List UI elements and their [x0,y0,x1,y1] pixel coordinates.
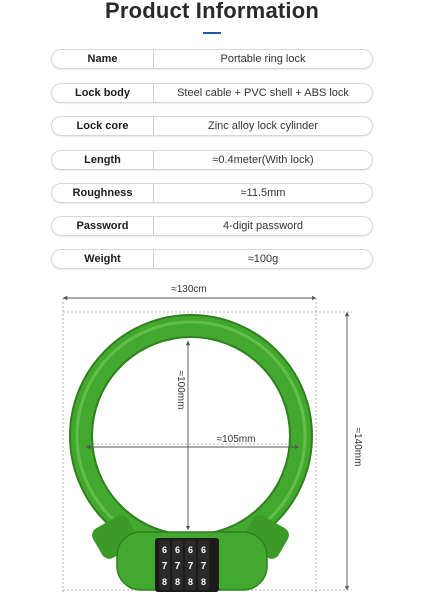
spec-row-length [51,150,373,170]
dial-digit: 7 [174,561,181,572]
dial-1 [159,540,170,590]
ring-lock-image [77,322,305,592]
dial-digit: 6 [200,545,207,555]
dial-3 [185,540,196,590]
dial-digit: 7 [161,561,168,572]
spec-label: Length [52,151,154,169]
spec-value: ≈0.4meter(With lock) [212,154,314,166]
page-title: Product Information [104,0,319,23]
dial-digit: 8 [161,577,168,587]
height-label: ≈140mm [352,427,363,467]
spec-value: Zinc alloy lock cylinder [207,120,319,132]
spec-row-name [51,49,373,69]
spec-value: 4-digit password [222,220,304,232]
spec-row-roughness [51,183,373,203]
dial-digit: 6 [161,545,168,555]
spec-label: Name [52,50,154,68]
dial-digit: 8 [174,577,181,587]
spec-row-lock-core [51,116,373,136]
spec-row-password [51,216,373,236]
dial-digit: 8 [187,577,194,587]
spec-value: Steel cable + PVC shell + ABS lock [177,87,349,99]
spec-label: Roughness [52,184,154,202]
dial-digit: 6 [187,545,194,555]
dial-digit: 7 [200,561,207,572]
inner-height-label: ≈100mm [175,370,186,410]
dial-digit: 8 [200,577,207,587]
spec-label: Weight [52,250,154,268]
dial-digit: 7 [187,561,194,572]
spec-value: ≈11.5mm [240,187,286,199]
lock-diagram [0,270,424,600]
dial-2 [172,540,183,590]
spec-label: Lock core [52,117,154,135]
spec-label: Lock body [52,84,154,102]
dial-digit: 6 [174,545,181,555]
spec-row-weight [51,249,373,269]
width-label: ≈130cm [171,284,207,295]
inner-width-label: ≈105mm [216,434,256,445]
dial-4 [198,540,209,590]
spec-value: ≈100g [247,253,279,265]
spec-value: Portable ring lock [220,53,306,65]
spec-row-lock-body [51,83,373,103]
title-underline [203,32,221,34]
spec-label: Password [52,217,154,235]
